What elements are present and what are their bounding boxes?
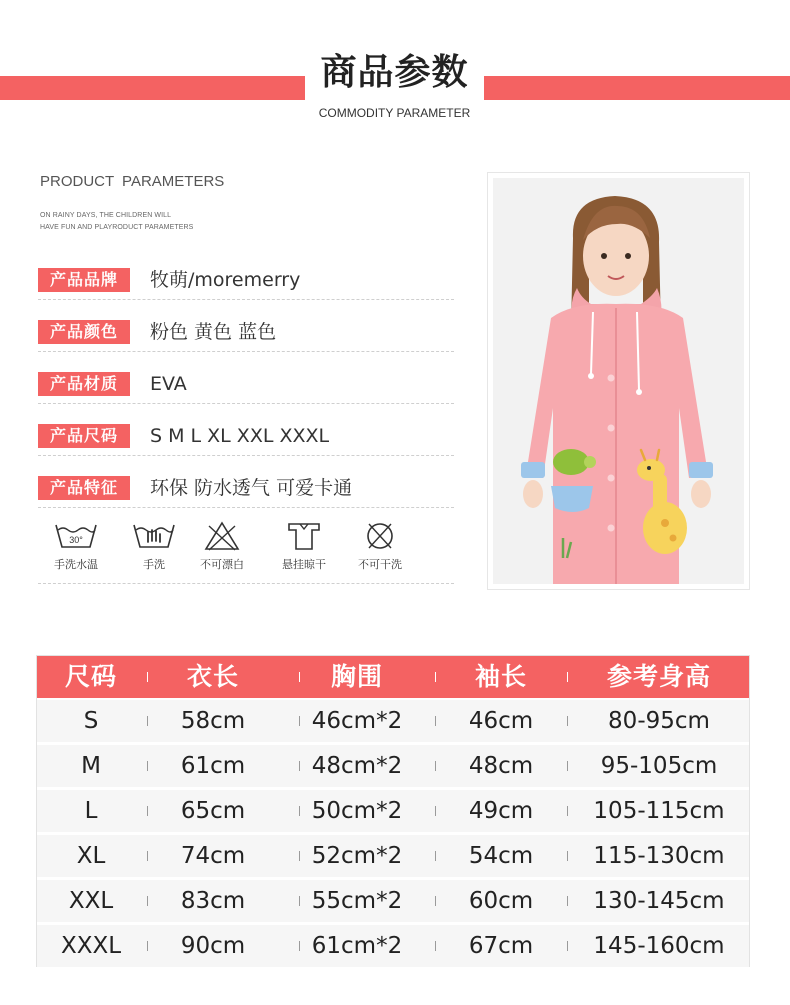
spec-label: 产品颜色 bbox=[38, 320, 130, 344]
spec-value: 牧萌/moremerry bbox=[150, 269, 301, 291]
column-divider bbox=[147, 806, 148, 816]
spec-label: 产品特征 bbox=[38, 476, 130, 500]
cell-sleeve: 54cm bbox=[468, 843, 534, 869]
spec-row-size bbox=[38, 416, 454, 456]
header-band-left bbox=[0, 76, 305, 100]
column-divider bbox=[567, 806, 568, 816]
cell-sleeve: 48cm bbox=[468, 753, 534, 779]
spec-label: 产品尺码 bbox=[38, 424, 130, 448]
table-row bbox=[37, 698, 749, 742]
column-divider bbox=[299, 851, 300, 861]
care-item-no-bleach bbox=[184, 520, 260, 572]
column-divider bbox=[567, 851, 568, 861]
column-divider bbox=[147, 716, 148, 726]
column-divider bbox=[299, 941, 300, 951]
spec-value: 环保 防水透气 可爱卡通 bbox=[150, 477, 353, 499]
table-row bbox=[37, 833, 749, 877]
cell-height: 115-130cm bbox=[593, 843, 725, 869]
column-divider bbox=[299, 896, 300, 906]
spec-label: 产品材质 bbox=[38, 372, 130, 396]
hang-dry-icon bbox=[281, 520, 327, 552]
cell-length: 74cm bbox=[180, 843, 246, 869]
cell-sleeve: 60cm bbox=[468, 888, 534, 914]
care-item-hang-dry bbox=[266, 520, 342, 572]
column-divider bbox=[147, 941, 148, 951]
product-parameters-heading: PRODUCT PARAMETERS bbox=[40, 173, 225, 190]
cell-sleeve: 46cm bbox=[468, 708, 534, 734]
wash-30-icon bbox=[53, 520, 99, 552]
care-item-no-dry-clean bbox=[342, 520, 418, 572]
hand-wash-icon bbox=[131, 520, 177, 552]
cell-size: M bbox=[81, 753, 101, 779]
column-divider bbox=[147, 761, 148, 771]
page-title: 商品参数 bbox=[320, 52, 469, 93]
product-photo bbox=[487, 172, 750, 590]
cell-chest: 61cm*2 bbox=[311, 933, 403, 959]
header-height: 参考身高 bbox=[606, 662, 711, 691]
cell-size: S bbox=[83, 708, 99, 734]
cell-size: L bbox=[84, 798, 98, 824]
header-sleeve: 袖长 bbox=[474, 662, 527, 691]
care-item-wash-temp bbox=[38, 520, 114, 572]
table-row bbox=[37, 878, 749, 922]
cell-length: 83cm bbox=[180, 888, 246, 914]
column-divider bbox=[435, 806, 436, 816]
column-divider bbox=[147, 851, 148, 861]
cell-chest: 55cm*2 bbox=[311, 888, 403, 914]
care-label: 手洗 bbox=[143, 558, 165, 571]
intro-line-2: HAVE FUN AND PLAYRODUCT PARAMETERS bbox=[40, 224, 194, 231]
cell-length: 58cm bbox=[180, 708, 246, 734]
column-divider bbox=[567, 716, 568, 726]
column-divider bbox=[435, 941, 436, 951]
no-dry-clean-icon bbox=[357, 520, 403, 552]
column-divider bbox=[147, 672, 148, 682]
cell-size: XXXL bbox=[60, 933, 122, 959]
care-item-hand-wash bbox=[116, 520, 192, 572]
column-divider bbox=[435, 761, 436, 771]
care-label: 不可干洗 bbox=[358, 558, 402, 571]
spec-value: EVA bbox=[150, 373, 187, 395]
size-table bbox=[36, 655, 750, 967]
spec-row-material bbox=[38, 364, 454, 404]
cell-length: 61cm bbox=[180, 753, 246, 779]
intro-line-1: ON RAINY DAYS, THE CHILDREN WILL bbox=[40, 212, 172, 219]
cell-chest: 52cm*2 bbox=[311, 843, 403, 869]
column-divider bbox=[147, 896, 148, 906]
spec-row-feature bbox=[38, 468, 454, 508]
cell-height: 95-105cm bbox=[600, 753, 718, 779]
spec-row-color bbox=[38, 312, 454, 352]
header-size: 尺码 bbox=[64, 662, 117, 691]
cell-length: 65cm bbox=[180, 798, 246, 824]
cell-height: 130-145cm bbox=[593, 888, 725, 914]
cell-size: XL bbox=[76, 843, 106, 869]
cell-sleeve: 67cm bbox=[468, 933, 534, 959]
cell-chest: 46cm*2 bbox=[311, 708, 403, 734]
column-divider bbox=[567, 761, 568, 771]
wash-temp-text: 30° bbox=[69, 535, 83, 545]
care-instructions bbox=[38, 520, 454, 584]
spec-label: 产品品牌 bbox=[38, 268, 130, 292]
table-row bbox=[37, 923, 749, 967]
column-divider bbox=[299, 761, 300, 771]
header-band-right bbox=[484, 76, 790, 100]
header-chest: 胸围 bbox=[330, 662, 383, 691]
column-divider bbox=[567, 896, 568, 906]
care-label: 悬挂晾干 bbox=[282, 558, 326, 571]
page-subtitle: COMMODITY PARAMETER bbox=[318, 106, 471, 120]
column-divider bbox=[435, 672, 436, 682]
column-divider bbox=[435, 716, 436, 726]
cell-chest: 50cm*2 bbox=[311, 798, 403, 824]
table-row bbox=[37, 743, 749, 787]
column-divider bbox=[567, 672, 568, 682]
cell-height: 105-115cm bbox=[593, 798, 725, 824]
column-divider bbox=[299, 716, 300, 726]
cell-sleeve: 49cm bbox=[468, 798, 534, 824]
column-divider bbox=[299, 806, 300, 816]
size-table-header bbox=[37, 656, 749, 698]
column-divider bbox=[435, 896, 436, 906]
table-row bbox=[37, 788, 749, 832]
no-bleach-icon bbox=[199, 520, 245, 552]
header-length: 衣长 bbox=[186, 662, 239, 691]
column-divider bbox=[299, 672, 300, 682]
cell-height: 80-95cm bbox=[608, 708, 710, 734]
cell-size: XXL bbox=[68, 888, 114, 914]
column-divider bbox=[567, 941, 568, 951]
spec-value: 粉色 黄色 蓝色 bbox=[150, 321, 277, 343]
child-raincoat-illustration bbox=[493, 178, 744, 584]
column-divider bbox=[435, 851, 436, 861]
care-label: 手洗水温 bbox=[54, 558, 98, 571]
spec-row-brand bbox=[38, 260, 454, 300]
cell-chest: 48cm*2 bbox=[311, 753, 403, 779]
cell-height: 145-160cm bbox=[593, 933, 725, 959]
spec-value: S M L XL XXL XXXL bbox=[150, 425, 330, 447]
care-label: 不可漂白 bbox=[200, 558, 244, 571]
cell-length: 90cm bbox=[180, 933, 246, 959]
